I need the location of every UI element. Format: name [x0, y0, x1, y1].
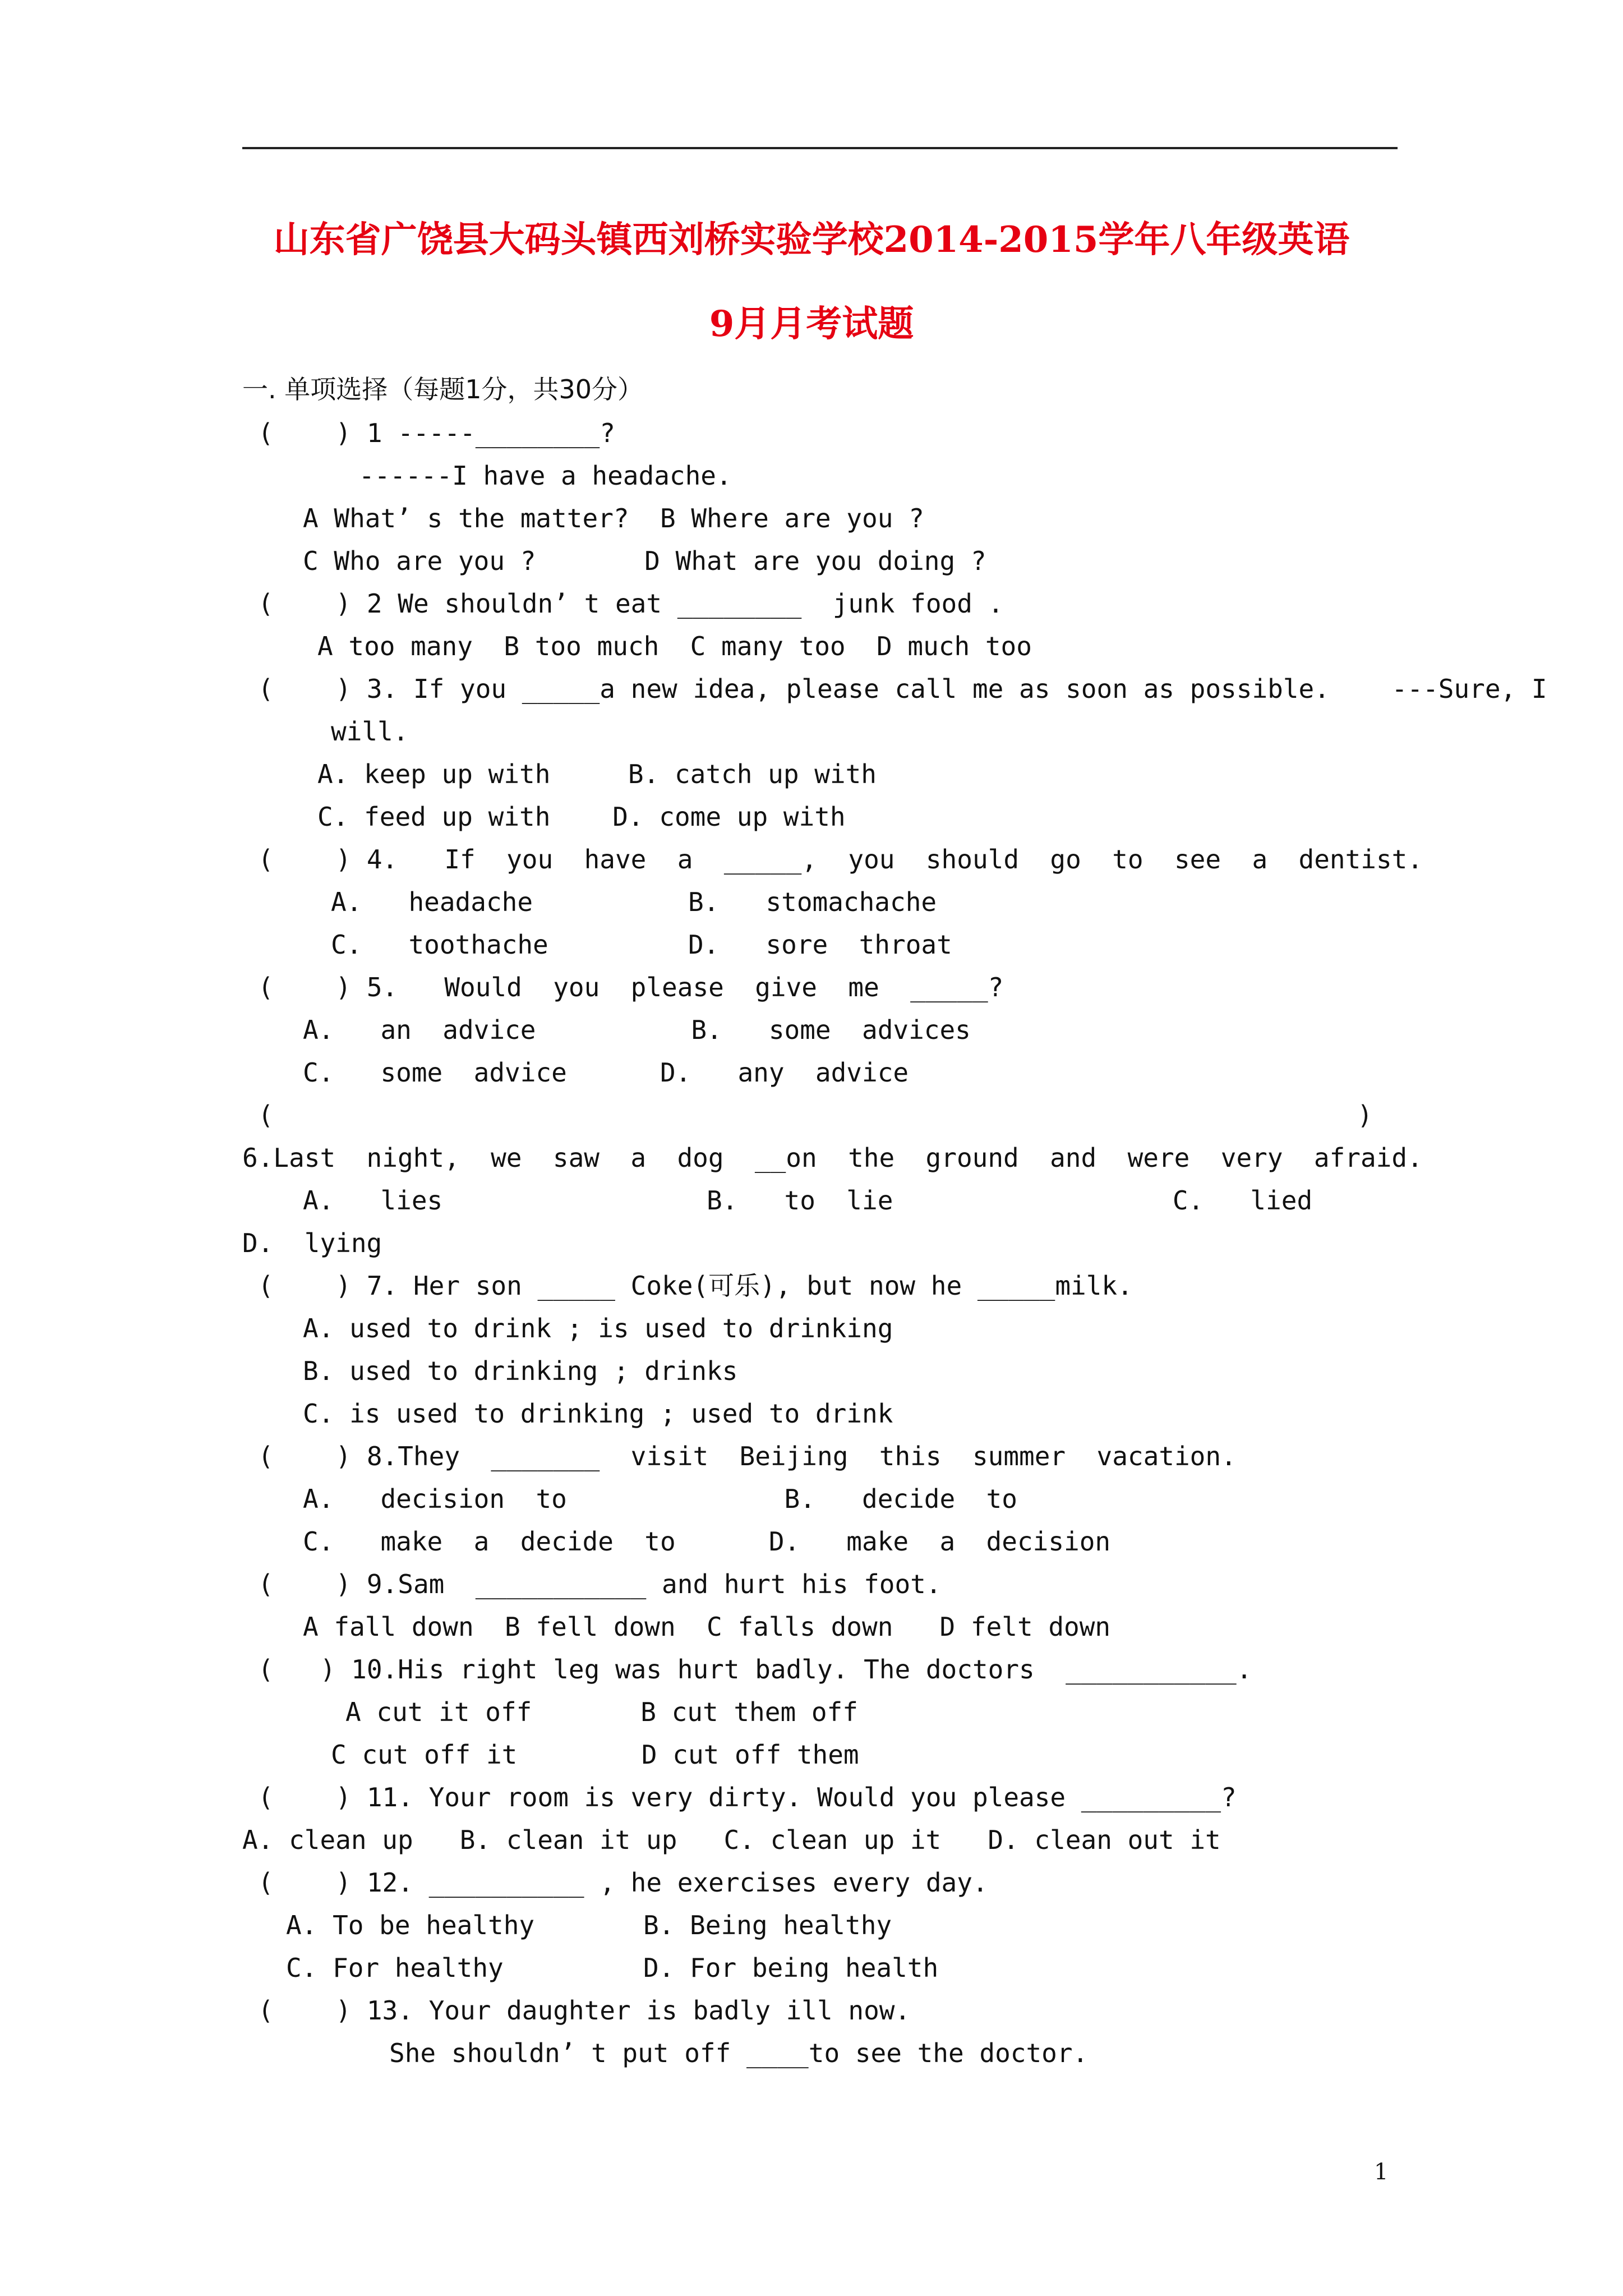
question-line: ( ) 13. Your daughter is badly ill now.: [258, 1995, 911, 2026]
question-line: ( ) 9.Sam ___________ and hurt his foot.: [258, 1569, 942, 1599]
option-line: A too many B too much C many too D much too: [317, 631, 1032, 661]
question-line: ( ) 4. If you have a _____, you should go to see a dentist.: [258, 844, 1423, 875]
option-line: A fall down B fell down C falls down D felt down: [303, 1612, 1111, 1642]
answer-paren-close: ): [1357, 1100, 1373, 1130]
question-line: ------I have a headache.: [359, 461, 732, 491]
question-line: She shouldn’ t put off ____to see the doctor.: [389, 2038, 1089, 2068]
option-line: C. is used to drinking ; used to drink: [303, 1398, 893, 1429]
option-line: B. used to drinking ; drinks: [303, 1356, 738, 1386]
option-line: A. decision to B. decide to: [303, 1484, 1017, 1514]
section-heading: 一. 单项选择（每题1分，共30分）: [242, 374, 644, 404]
exam-title-line-2: 9月月考试题: [709, 303, 914, 345]
question-line: ( ) 10.His right leg was hurt badly. The doctors ___________.: [258, 1654, 1252, 1685]
option-line: C. some advice D. any advice: [303, 1057, 909, 1088]
option-line: A. used to drink ; is used to drinking: [303, 1313, 893, 1343]
question-line: ( ) 11. Your room is very dirty. Would you please _________?: [258, 1782, 1237, 1812]
option-line: C. make a decide to D. make a decision: [303, 1526, 1111, 1557]
header-rule: [242, 147, 1398, 149]
exam-title-line-1: 山东省广饶县大码头镇西刘桥实验学校2014-2015学年八年级英语: [273, 219, 1350, 261]
option-line: A. To be healthy B. Being healthy: [286, 1910, 892, 1940]
question-line: ( ) 8.They _______ visit Beijing this summer vacation.: [258, 1441, 1237, 1471]
question-line: 6.Last night, we saw a dog __on the ground and were very afraid.: [242, 1143, 1423, 1173]
option-line: C cut off it D cut off them: [331, 1740, 859, 1770]
option-line: A. lies B. to lie C. lied: [303, 1185, 1313, 1216]
option-line: A. headache B. stomachache: [331, 887, 937, 917]
option-line: A. clean up B. clean it up C. clean up it D. clean out it: [242, 1825, 1221, 1855]
question-line: ( ) 7. Her son _____ Coke(可乐), but now he _____milk.: [258, 1271, 1133, 1301]
option-line: A. an advice B. some advices: [303, 1015, 971, 1045]
page-number: 1: [1374, 2159, 1389, 2185]
question-line: ( ) 5. Would you please give me _____?: [258, 972, 1004, 1002]
option-line: A What’ s the matter? B Where are you ?: [303, 503, 924, 533]
option-line: C Who are you ? D What are you doing ?: [303, 546, 986, 576]
answer-paren-open: (: [258, 1100, 274, 1130]
question-line: ( ) 3. If you _____a new idea, please call me as soon as possible. ---Sure, I: [258, 674, 1547, 704]
option-line: C. feed up with D. come up with: [317, 802, 846, 832]
option-line: D. lying: [242, 1228, 382, 1258]
question-line: ( ) 12. __________ , he exercises every day.: [258, 1867, 988, 1898]
question-line: ( ) 1 -----________?: [258, 418, 615, 448]
option-line: C. toothache D. sore throat: [331, 930, 952, 960]
option-line: A. keep up with B. catch up with: [317, 759, 877, 789]
option-line: C. For healthy D. For being health: [286, 1953, 939, 1983]
question-line: ( ) 2 We shouldn’ t eat ________ junk food .: [258, 588, 1004, 619]
option-line: A cut it off B cut them off: [345, 1697, 858, 1727]
question-line: will.: [331, 716, 409, 747]
